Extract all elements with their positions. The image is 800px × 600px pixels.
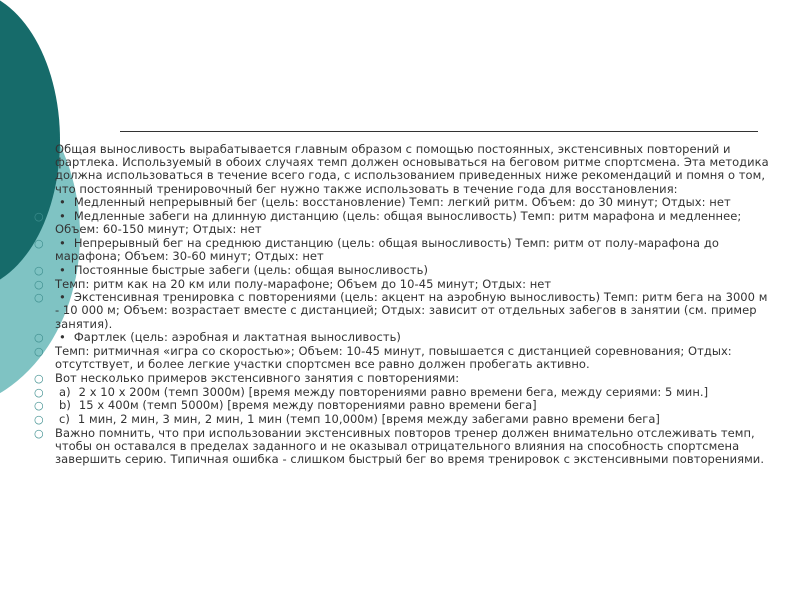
bullet-icon: • [59,195,66,210]
list-marker-icon: ○ [34,385,44,399]
list-item [34,331,774,344]
list-marker-icon: ○ [34,277,44,291]
bullet-icon: • [59,235,66,250]
paragraph-text: Медленные забеги на длинную дистанцию (цель: общая выносливость) Темп: ритм марафона и медленнее; Объем: 60-150 минут; Отдых: нет [55,209,742,237]
paragraph-text: Постоянные быстрые забеги (цель: общая выносливость) [73,262,429,277]
list-marker-icon: ○ [34,413,44,427]
list-item [34,399,774,412]
list-marker-icon: ○ [34,371,44,385]
paragraph-text: Фартлек (цель: аэробная и лактатная выносливость) [73,330,401,345]
item-label: b) [59,398,71,413]
paragraph-text: Экстенсивная тренировка с повторениями (цель: акцент на аэробную выносливость) Темп: ритм бега на 3000 м - 10 000 м; Объем: возрастает вместе с дистанцией; Отдых: зависит от отдельных забегов в занятии (см. пример занятия). [55,290,768,331]
item-label: c) [59,412,70,427]
item-label: a) [59,384,71,399]
paragraph-text: Темп: ритмичная «игра со скоростью»; Объем: 10-45 минут, повышается с дистанцией соревнования; Отдых: отсутствует, и более легкие участки спортсмен все равно должен пробегать активно. [55,344,732,372]
paragraph-text: Общая выносливость вырабатывается главным образом с помощью постоянных, экстенсивных повторений и фартлека. Используемый в обоих случаях темп должен основываться на беговом ритме спортсмена. Эта методика должна использоваться в течение всего года, с использованием приведенных ниже рекомендаций и помня о том, что постоянный тренировочный бег нужно также использовать в течение года для восстановления: [55,142,769,196]
list-item [34,196,774,209]
list-marker-icon: ○ [34,426,44,440]
list-marker-icon: ○ [34,399,44,413]
list-item [34,278,774,291]
list-item [34,427,774,467]
bullet-icon: • [59,262,66,277]
list-item [34,237,774,263]
bullet-icon: • [59,330,66,345]
paragraph-text: Важно помнить, что при использовании экстенсивных повторов тренер должен внимательно отслеживать темп, чтобы он оставался в пределах заданного и не оказывал отрицательного влияния на способность спортсмена завершить серию. Типичная ошибка - слишком быстрый бег во время тренировок с экстенсивными повторениями. [55,425,765,467]
list-item [34,291,774,331]
slide-body [34,143,774,467]
paragraph-text: Вот несколько примеров экстенсивного занятия с повторениями: [55,370,460,385]
list-item [34,345,774,371]
list-item [34,264,774,277]
paragraph-text: 2 x 10 x 200м (темп 3000м) [время между повторениями равно времени бега, между сериями: 5 мин.] [78,384,709,399]
list-item [34,372,774,385]
bullet-icon: • [59,290,66,305]
list-marker-icon: ○ [34,263,44,277]
paragraph-text: 15 x 400м (темп 5000м) [время между повторениями равно времени бега] [78,398,537,413]
list-item [34,413,774,426]
list-marker-icon: ○ [34,236,44,250]
paragraph-text: Медленный непрерывный бег (цель: восстановление) Темп: легкий ритм. Объем: до 30 минут; Отдых: нет [73,195,731,210]
list-item [34,386,774,399]
paragraph-text: Темп: ритм как на 20 км или полу-марафоне; Объем до 10-45 минут; Отдых: нет [55,276,552,291]
list-marker-icon: ○ [34,345,44,359]
paragraph-text: Непрерывный бег на среднюю дистанцию (цель: общая выносливость) Темп: ритм от полу-марафона до марафона; Объем: 30-60 минут; Отдых: нет [55,235,719,264]
list-marker-icon: ○ [34,291,44,305]
list-item [34,210,774,236]
bullet-icon: • [59,209,66,224]
list-marker-icon: ○ [34,210,44,224]
paragraph-text: 1 мин, 2 мин, 3 мин, 2 мин, 1 мин (темп 10,000м) [время между забегами равно времени бега] [77,412,660,427]
list-item [34,143,774,196]
list-marker-icon: ○ [34,331,44,345]
header-divider [120,131,758,132]
